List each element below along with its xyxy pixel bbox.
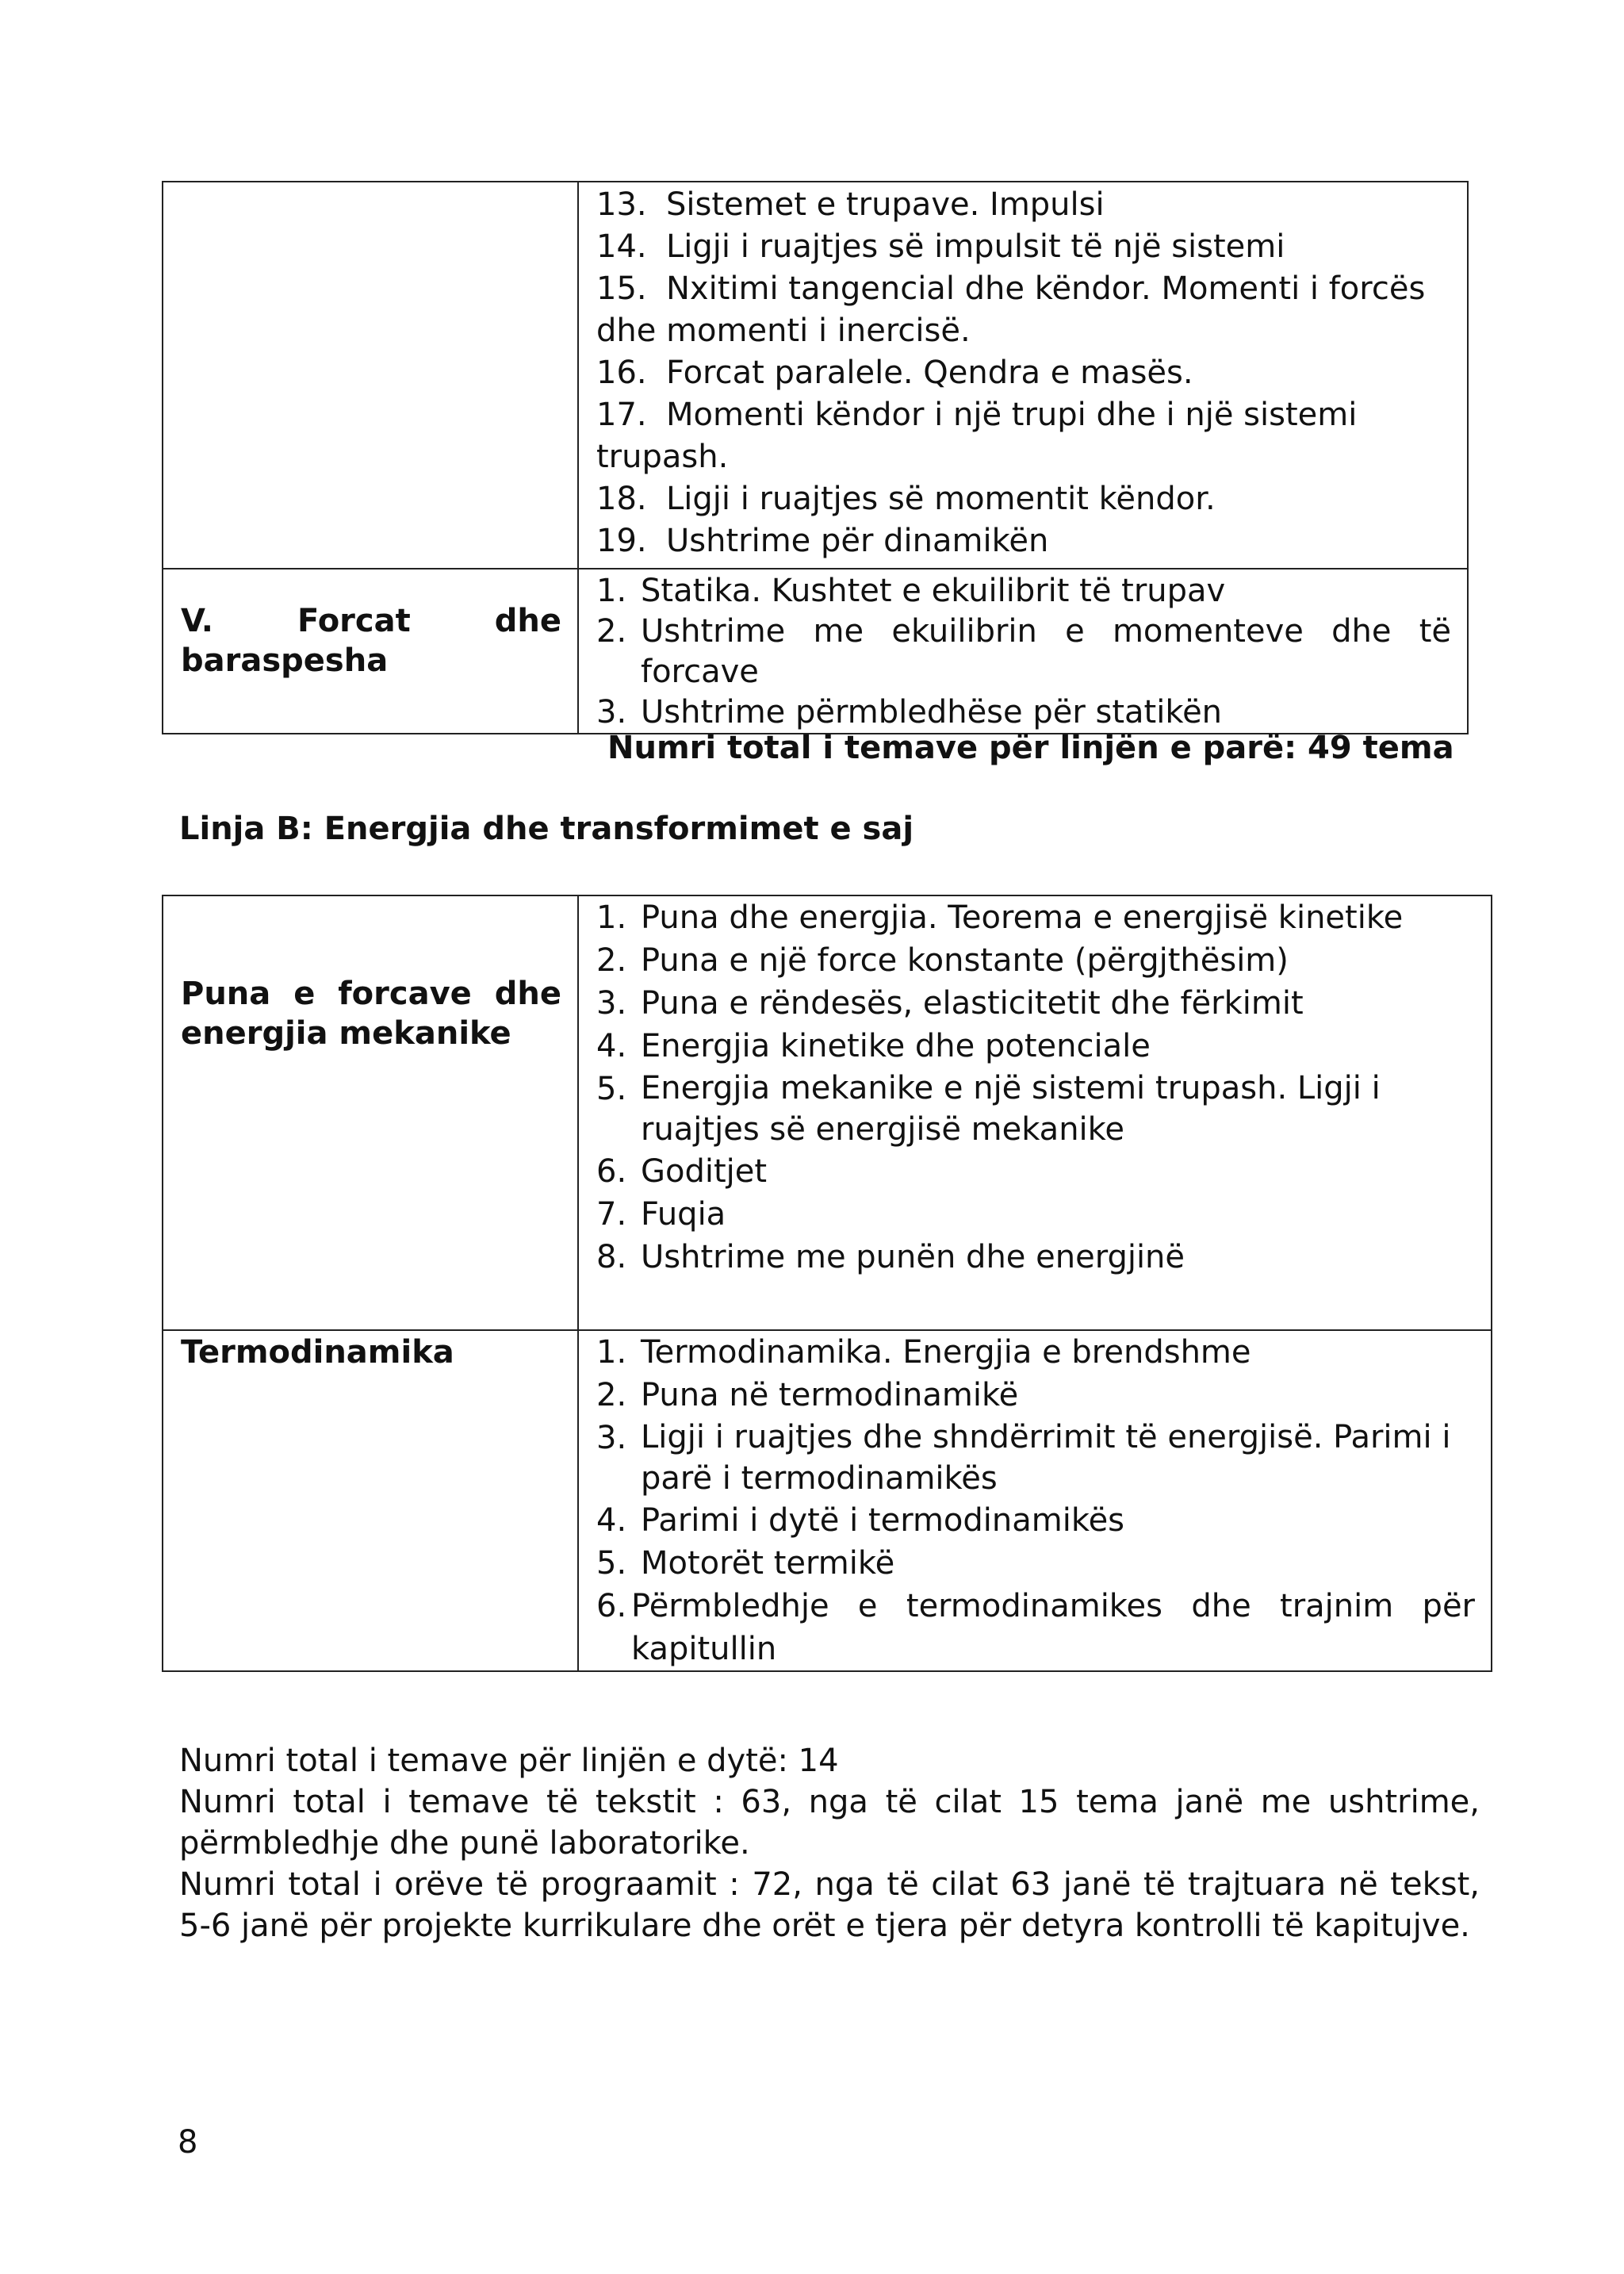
list-item: 14. Ligji i ruajtjes së impulsit të një sistemi — [596, 228, 1285, 265]
page-number: 8 — [178, 2124, 198, 2161]
table-cell-empty — [163, 182, 578, 569]
total-hours-program: Numri total i orëve të prograamit : 72, nga të cilat 63 janë të trajtuara në tekst, 5-6 janë për projekte kurrikulare dhe orët e tjera për detyra kontrolli të kapitujve. — [179, 1866, 1480, 1944]
total-topics-line-b: Numri total i temave për linjën e dytë: 14 — [179, 1743, 839, 1779]
table-row — [163, 895, 1492, 1330]
list-item: 1. Puna dhe energjia. Teorema e energjisë kinetike — [596, 899, 1404, 936]
list-item: 2. Puna në termodinamikë — [596, 1377, 1019, 1413]
topics-table-line-a — [162, 181, 1469, 734]
table-row — [163, 1330, 1492, 1671]
total-topics-text: Numri total i temave të tekstit : 63, nga të cilat 15 tema janë me ushtrime, përmbledhje dhe punë laboratorike. — [179, 1784, 1480, 1862]
section-label-forcat-baraspesha: V. Forcat dhe baraspesha — [163, 569, 578, 734]
list-item: 13. Sistemet e trupave. Impulsi — [596, 186, 1105, 223]
total-topics-line-a: Numri total i temave për linjën e parë: 49 tema — [607, 730, 1454, 766]
list-item: 1. Statika. Kushtet e ekuilibrit të trupav — [596, 573, 1226, 609]
section-title-line-b: Linja B: Energjia dhe transformimet e saj — [179, 811, 914, 847]
list-item: 15. Nxitimi tangencial dhe këndor. Momenti i forcës dhe momenti i inercisë. — [596, 270, 1426, 349]
list-item: 6. Goditjet — [596, 1153, 768, 1190]
section-label-termodinamika: Termodinamika — [163, 1330, 578, 1671]
topics-table-line-b — [162, 895, 1492, 1672]
list-item: 5. Motorët termikë — [596, 1545, 895, 1582]
table-cell-topics — [578, 569, 1468, 734]
topic-list — [579, 896, 1491, 1279]
list-item: 1. Termodinamika. Energjia e brendshme — [596, 1334, 1251, 1371]
table-row — [163, 182, 1468, 569]
list-item: 8. Ushtrime me punën dhe energjinë — [596, 1239, 1185, 1275]
topic-list — [579, 569, 1467, 733]
list-item: 5. Energjia mekanike e një sistemi trupash. Ligji i ruajtjes së energjisë mekanike — [596, 1070, 1381, 1148]
list-item: 17. Momenti këndor i një trupi dhe i një sistemi trupash. — [596, 397, 1358, 475]
section-label-puna-energjia: Puna e forcave dhe energjia mekanike — [163, 895, 578, 1330]
list-item: 19. Ushtrime për dinamikën — [596, 523, 1049, 559]
list-item: 6. Përmbledhje e termodinamikes dhe trajnim për kapitullin — [596, 1588, 1475, 1667]
list-item: 18. Ligji i ruajtjes së momentit këndor. — [596, 481, 1216, 517]
list-item: 3. Ushtrime përmbledhëse për statikën — [596, 694, 1223, 731]
topic-list — [579, 1331, 1491, 1670]
list-item: 4. Parimi i dytë i termodinamikës — [596, 1502, 1125, 1539]
topic-list — [579, 182, 1467, 562]
list-item: 3. Puna e rëndesës, elasticitetit dhe fërkimit — [596, 985, 1304, 1022]
list-item: 7. Fuqia — [596, 1196, 726, 1233]
list-item: 4. Energjia kinetike dhe potenciale — [596, 1028, 1151, 1064]
list-item: 3. Ligji i ruajtjes dhe shndërrimit të energjisë. Parimi i parë i termodinamikës — [596, 1419, 1451, 1497]
table-cell-topics — [578, 182, 1468, 569]
list-item: 16. Forcat paralele. Qendra e masës. — [596, 355, 1193, 391]
table-cell-topics — [578, 895, 1492, 1330]
list-item: 2. Puna e një force konstante (përgjthësim) — [596, 942, 1289, 979]
list-item: 2. Ushtrime me ekuilibrin e momenteve dhe të forcave — [596, 613, 1451, 690]
table-row — [163, 569, 1468, 734]
table-cell-topics — [578, 1330, 1492, 1671]
